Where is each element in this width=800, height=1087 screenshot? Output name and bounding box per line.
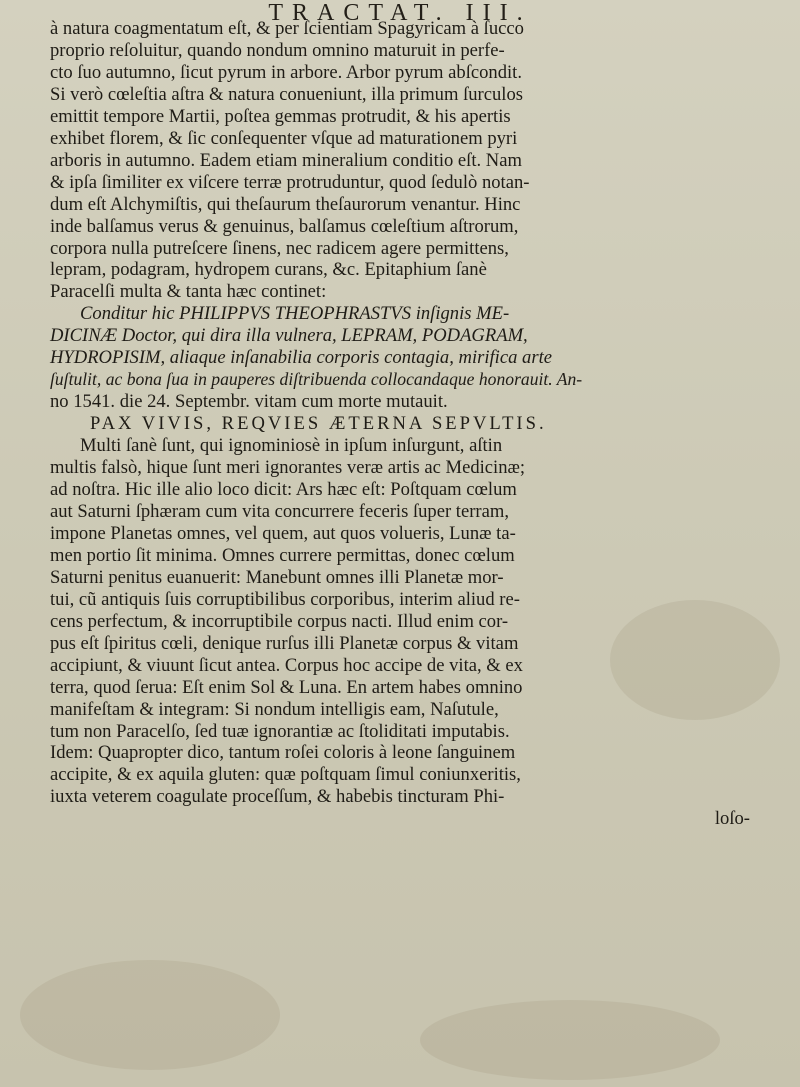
text-line: corpora nulla putreſcere ſinens, nec radicem agere permittens,	[50, 237, 509, 259]
text-line: tum non Paracelſo, ſed tuæ ignorantiæ ac ſtoliditati imputabis.	[50, 720, 510, 742]
epitaph-line: HYDROPISIM, aliaque inſanabilia corporis contagia, mirifica arte	[50, 347, 552, 369]
epitaph-line: ſuſtulit, ac bona ſua in pauperes diſtribuenda collocandaque honorauit. An-	[50, 369, 583, 390]
text-line: arboris in autumno. Eadem etiam mineralium conditio eſt. Nam	[50, 149, 522, 171]
text-line: tui, cũ antiquis ſuis corruptibilibus corporibus, interim aliud re-	[50, 588, 520, 610]
text-line: men portio ſit minima. Omnes currere permittas, donec cœlum	[50, 544, 515, 566]
text-line: proprio reſoluitur, quando nondum omnino maturuit in perfe-	[50, 39, 505, 61]
text-line: manifeſtam & integram: Si nondum intelligis eam, Naſutule,	[50, 698, 499, 720]
text-line: cto ſuo autumno, ſicut pyrum in arbore. Arbor pyrum abſcondit.	[50, 61, 522, 83]
text-line: accipite, & ex aquila gluten: quæ poſtquam ſimul coniunxeritis,	[50, 764, 521, 786]
text-line: Si verò cœleſtia aſtra & natura conueniunt, illa primum ſurculos	[50, 83, 523, 105]
epitaph-closing: PAX VIVIS, REQVIES ÆTERNA SEPVLTIS.	[90, 413, 547, 435]
paper-stain	[420, 1000, 720, 1080]
text-line: dum eſt Alchymiſtis, qui theſaurum theſaurorum venantur. Hinc	[50, 193, 521, 215]
epitaph-line: DICINÆ Doctor, qui dira illa vulnera, LEPRAM, PODAGRAM,	[50, 325, 528, 347]
text-line: aut Saturni ſphæram cum vita concurrere feceris ſuper terram,	[50, 500, 509, 522]
text-line: terra, quod ſerua: Eſt enim Sol & Luna. En artem habes omnino	[50, 676, 523, 698]
text-line: à natura coagmentatum eſt, & per ſcientiam Spagyricam à ſucco	[50, 18, 524, 39]
text-line: cens perfectum, & incorruptibile corpus nacti. Illud enim cor-	[50, 610, 509, 632]
paper-stain	[20, 960, 280, 1070]
text-line: inde balſamus verus & genuinus, balſamus cœleſtium aſtrorum,	[50, 215, 519, 237]
text-line: Multi ſanè ſunt, qui ignominiosè in ipſum inſurgunt, aſtin	[80, 435, 503, 457]
text-line: Saturni penitus euanuerit: Manebunt omnes illi Planetæ mor-	[50, 566, 504, 588]
epitaph-line: Conditur hic PHILIPPVS THEOPHRASTVS inſignis ME-	[80, 303, 510, 325]
running-head: TRACTAT. III.	[268, 0, 532, 26]
text-line: ad noſtra. Hic ille alio loco dicit: Ars hæc eſt: Poſtquam cœlum	[50, 479, 517, 501]
body-text	[50, 18, 770, 830]
text-line: iuxta veterem coagulate proceſſum, & habebis tincturam Phi-	[50, 786, 505, 808]
text-line: Idem: Quapropter dico, tantum roſei coloris à leone ſanguinem	[50, 742, 516, 764]
catchword: loſo-	[714, 808, 750, 830]
text-line: emittit tempore Martii, poſtea gemmas protrudit, & his apertis	[50, 105, 511, 127]
epitaph-line: no 1541. die 24. Septembr. vitam cum morte mutauit.	[50, 391, 448, 413]
text-line: Paracelſi multa & tanta hæc continet:	[50, 281, 327, 303]
text-line: pus eſt ſpiritus cœli, denique rurſus illi Planetæ corpus & vitam	[50, 632, 519, 654]
text-line: accipiunt, & viuunt ſicut antea. Corpus hoc accipe de vita, & ex	[50, 654, 523, 676]
text-line: lepram, podagram, hydropem curans, &c. Epitaphium ſanè	[50, 259, 487, 281]
text-line: exhibet florem, & ſic conſequenter vſque ad maturationem pyri	[50, 127, 518, 149]
text-line: multis falsò, hique ſunt meri ignorantes veræ artis ac Medicinæ;	[50, 457, 526, 479]
text-line: impone Planetas omnes, vel quem, aut quos volueris, Lunæ ta-	[50, 522, 516, 544]
text-line: & ipſa ſimiliter ex viſcere terræ protruduntur, quod ſedulò notan-	[50, 171, 530, 193]
